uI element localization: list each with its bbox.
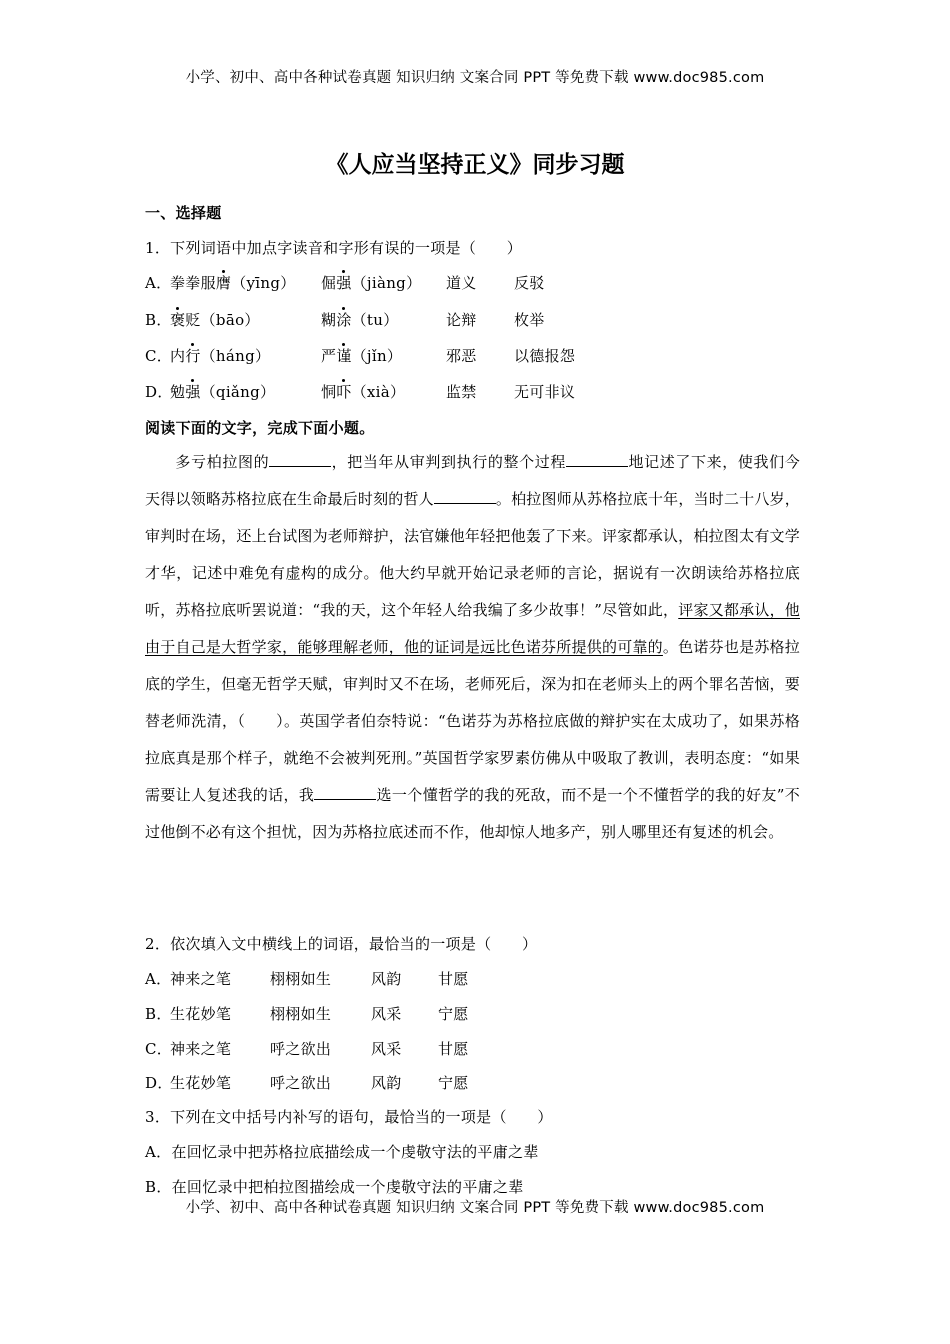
option-label: D． bbox=[145, 383, 173, 401]
dotted-char: 褒 bbox=[170, 311, 186, 329]
fill-blank bbox=[434, 489, 496, 504]
word-2: 严谨（jǐn） bbox=[321, 347, 403, 365]
word-3: 监禁 bbox=[446, 383, 477, 401]
dotted-char: 吓 bbox=[336, 383, 352, 401]
dotted-char: 涂 bbox=[336, 311, 352, 329]
page-footer: 小学、初中、高中各种试卷真题 知识归纳 文案合同 PPT 等免费下载 www.doc985.com bbox=[185, 1200, 765, 1216]
section-heading: 一、选择题 bbox=[145, 204, 222, 222]
word-4: 以德报怨 bbox=[514, 347, 576, 365]
q3-option-a: A．在回忆录中把苏格拉底描绘成一个虔敬守法的平庸之辈 bbox=[145, 1143, 539, 1161]
word-1: 褒贬（bāo） bbox=[170, 311, 260, 329]
reading-passage: 多亏柏拉图的 ，把当年从审判到执行的整个过程 地记述了下来，使我们今天得以领略苏格拉底在生命最后时刻的哲人 。柏拉图师从苏格拉底十年，当时二十八岁，审判时在场，还上台试图为老师辩护，法官嫌他年轻把他轰了下来。评家都承认，柏拉图太有文学才华，记述中难免有虚构的成分。他大约早就开始记录老师的言论，据说有一次朗读给苏格拉底听，苏格拉底听罢说道：“我的天，这个年轻人给我编了多少故事！”尽管如此，评家又都承认，他由于自己是大哲学家，能够理解老师，他的证词是远比色诺芬所提供的可靠的。色诺芬也是苏格拉底的学生，但毫无哲学天赋，审判时又不在场，老师死后，深为扣在老师头上的两个罪名苦恼，要替老师洗清，（ ）。英国学者伯奈特说：“色诺芬为苏格拉底做的辩护实在太成功了，如果苏格拉底真是那个样子，就绝不会被判死刑。”英国哲学家罗素仿佛从中吸取了教训，表明态度：“如果需要让人复述我的话，我 选一个懂哲学的我的死敌，而不是一个不懂哲学的我的好友”不过他倒不必有这个担忧，因为苏格拉底述而不作，他却惊人地多产，别人哪里还有复述的机会。 bbox=[145, 453, 800, 841]
dotted-char: 行 bbox=[185, 347, 201, 365]
option-label: B． bbox=[145, 311, 172, 329]
fill-blank bbox=[314, 785, 376, 800]
page-header: 小学、初中、高中各种试卷真题 知识归纳 文案合同 PPT 等免费下载 www.doc985.com bbox=[185, 70, 765, 86]
word-1: 勉强（qiǎng） bbox=[170, 383, 276, 401]
dotted-char: 强 bbox=[185, 383, 201, 401]
dotted-char: 强 bbox=[336, 274, 352, 292]
fill-blank bbox=[269, 452, 331, 467]
dotted-char: 膺 bbox=[215, 274, 232, 292]
option-label: C． bbox=[145, 347, 173, 365]
word-4: 反驳 bbox=[514, 274, 545, 292]
page-title: 《人应当坚持正义》同步习题 bbox=[325, 152, 625, 178]
question-3-stem: 3．下列在文中括号内补写的语句，最恰当的一项是（ ） bbox=[145, 1108, 553, 1126]
word-2: 糊涂（tu） bbox=[321, 311, 399, 329]
question-1-stem: 1．下列词语中加点字读音和字形有误的一项是（ ） bbox=[145, 239, 523, 257]
word-4: 无可非议 bbox=[514, 383, 576, 401]
q3-option-b: B．在回忆录中把柏拉图描绘成一个虔敬守法的平庸之辈 bbox=[145, 1178, 524, 1196]
fill-blank bbox=[566, 452, 628, 467]
underlined-sentence: 评家又都承认，他由于自己是大哲学家，能够理解老师，他的证词是远比色诺芬所提供的可靠的 bbox=[145, 601, 800, 656]
question-2-stem: 2．依次填入文中横线上的词语，最恰当的一项是（ ） bbox=[145, 935, 538, 953]
word-4: 枚举 bbox=[514, 311, 545, 329]
word-3: 邪恶 bbox=[446, 347, 477, 365]
dotted-char: 谨 bbox=[336, 347, 352, 365]
word-1: 拳拳服膺（yīng） bbox=[170, 274, 296, 292]
word-2: 倔强（jiàng） bbox=[321, 274, 422, 292]
option-label: A． bbox=[145, 274, 172, 292]
word-2: 恫吓（xià） bbox=[321, 383, 406, 401]
word-3: 论辩 bbox=[446, 311, 477, 329]
word-1: 内行（háng） bbox=[170, 347, 271, 365]
reading-instructions: 阅读下面的文字，完成下面小题。 bbox=[145, 419, 375, 437]
word-3: 道义 bbox=[446, 274, 477, 292]
